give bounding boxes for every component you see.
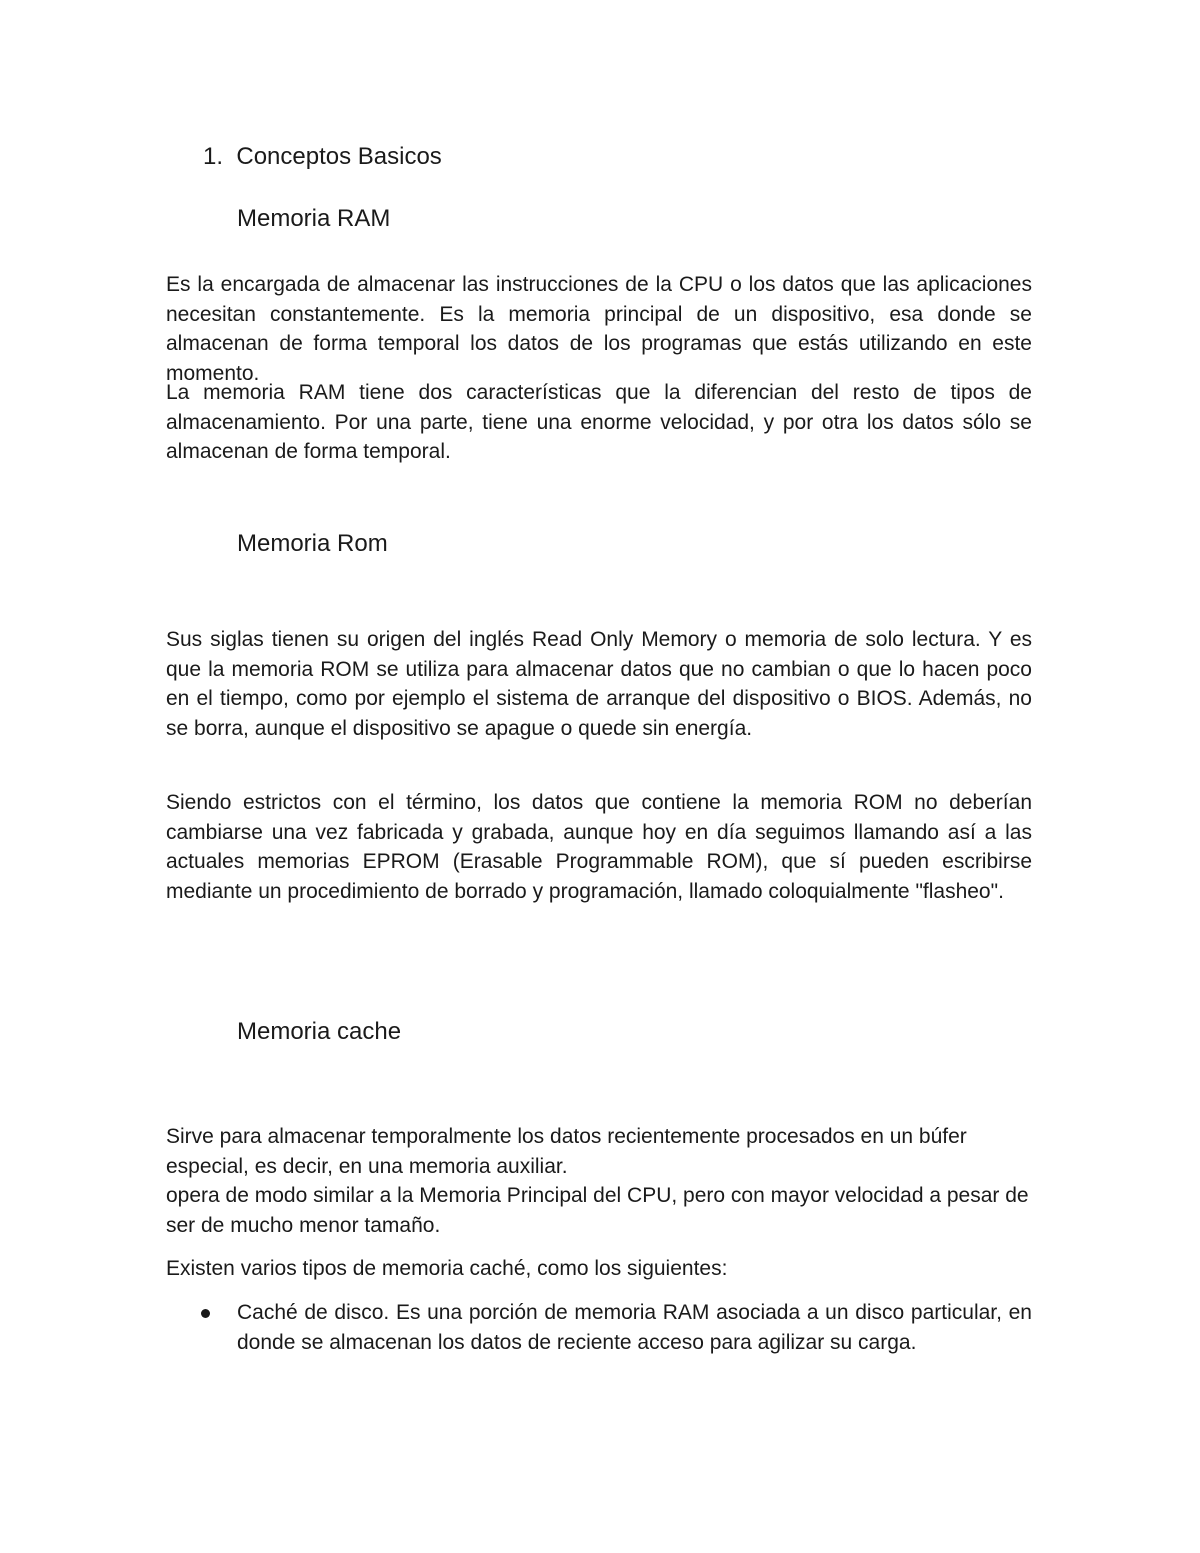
section-number: 1. <box>203 143 224 170</box>
ram-heading: Memoria RAM <box>237 205 391 232</box>
rom-heading: Memoria Rom <box>237 530 388 557</box>
section-heading <box>203 142 442 172</box>
cache-paragraph-1: Sirve para almacenar temporalmente los datos recientemente procesados en un búfer especial, es decir, en una memoria auxiliar. <box>166 1125 967 1178</box>
rom-paragraph-2: Siendo estrictos con el término, los datos que contiene la memoria ROM no deberían cambiarse una vez fabricada y grabada, aunque hoy en día seguimos llamando así a las actuales memorias EPROM (Erasable Programmable ROM), que sí pueden escribirse mediante un procedimiento de borrado y programación, llamado coloquialmente "flasheo". <box>166 791 1032 903</box>
list-item <box>166 1298 1032 1357</box>
section-title: Conceptos Basicos <box>236 143 442 170</box>
list-item-text: Caché de disco. Es una porción de memoria RAM asociada a un disco particular, en donde se almacenan los datos de reciente acceso para agilizar su carga. <box>237 1301 1032 1354</box>
ram-paragraph-1: Es la encargada de almacenar las instrucciones de la CPU o los datos que las aplicaciones necesitan constantemente. Es la memoria principal de un dispositivo, esa donde se almacenan de forma temporal los datos de los programas que estás utilizando en este momento. <box>166 273 1032 385</box>
cache-paragraph-2: opera de modo similar a la Memoria Principal del CPU, pero con mayor velocidad a pesar de ser de mucho menor tamaño. <box>166 1184 1029 1237</box>
ram-paragraph-2: La memoria RAM tiene dos características que la diferencian del resto de tipos de almacenamiento. Por una parte, tiene una enorme velocidad, y por otra los datos sólo se almacenan de forma temporal. <box>166 381 1032 463</box>
cache-heading: Memoria cache <box>237 1018 402 1045</box>
bullet-icon <box>201 1309 210 1318</box>
rom-paragraph-1: Sus siglas tienen su origen del inglés Read Only Memory o memoria de solo lectura. Y es que la memoria ROM se utiliza para almacenar datos que no cambian o que lo hacen poco en el tiempo, como por ejemplo el sistema de arranque del dispositivo o BIOS. Además, no se borra, aunque el dispositivo se apague o quede sin energía. <box>166 628 1032 740</box>
cache-paragraph-3: Existen varios tipos de memoria caché, como los siguientes: <box>166 1257 728 1280</box>
cache-types-list <box>166 1298 1032 1357</box>
